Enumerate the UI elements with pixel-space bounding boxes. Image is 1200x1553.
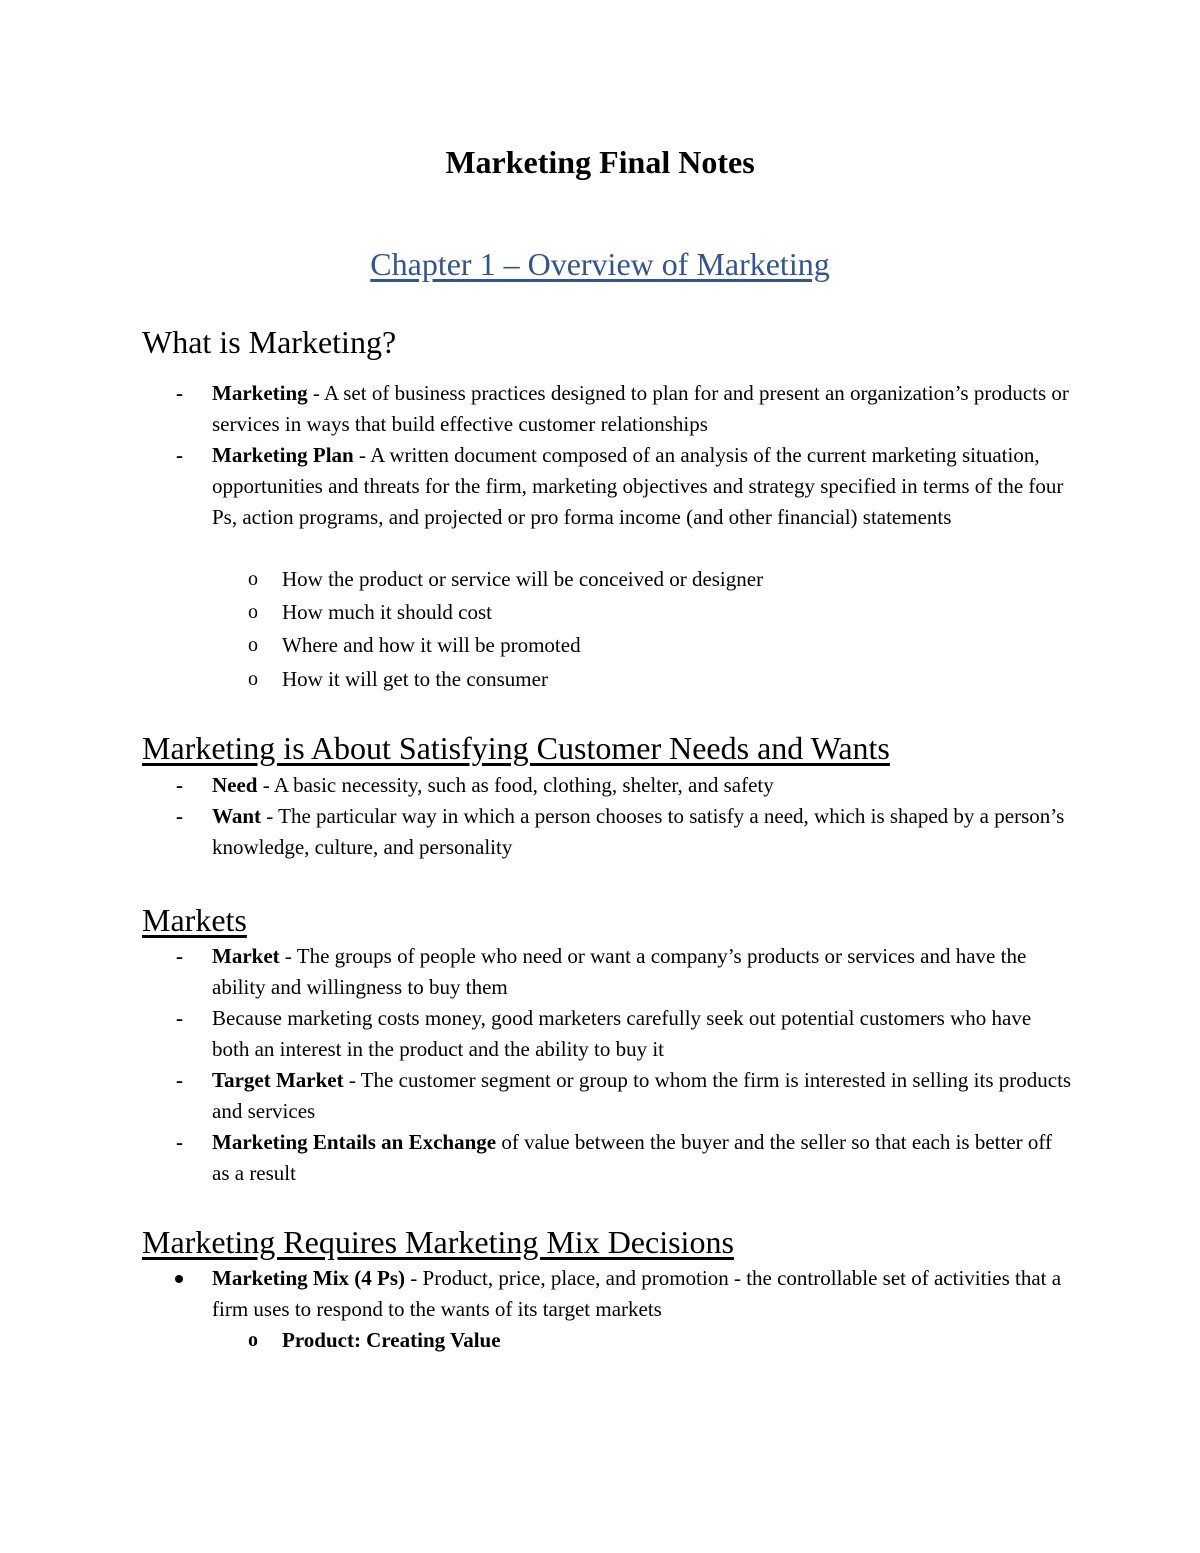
circle-marker: o — [248, 1329, 258, 1351]
circle-marker: o — [248, 601, 258, 623]
list-item — [142, 1127, 1072, 1189]
term: Marketing Plan — [212, 443, 354, 467]
document-title: Marketing Final Notes — [445, 144, 755, 180]
dash-marker: - — [176, 443, 183, 467]
bullet-dot-icon — [175, 1275, 183, 1283]
dash-marker: - — [176, 804, 183, 828]
dash-marker: - — [176, 381, 183, 405]
list-item — [142, 440, 1072, 533]
term: Market — [212, 944, 280, 968]
term: Marketing Mix (4 Ps) — [212, 1266, 406, 1290]
dash-marker: - — [176, 1006, 183, 1030]
term: Need — [212, 773, 258, 797]
section-heading-markets: Markets — [142, 902, 247, 938]
section-heading-what-is-marketing: What is Marketing? — [142, 324, 397, 360]
definition: of value between the buyer and the seller so that each is better off as a result — [212, 1130, 1053, 1185]
term: Target Market — [212, 1068, 344, 1092]
sub-list-item — [142, 664, 1072, 695]
list-item — [142, 1003, 1072, 1065]
term: Want — [212, 804, 262, 828]
list-item — [142, 770, 1072, 801]
sub-item-text: Where and how it will be promoted — [282, 633, 581, 657]
definition: - The particular way in which a person chooses to satisfy a need, which is shaped by a person’s knowledge, culture, and personality — [212, 804, 1065, 859]
section-heading-needs-wants: Marketing is About Satisfying Customer Needs and Wants — [142, 730, 890, 766]
term: Marketing — [212, 381, 308, 405]
definition: - A basic necessity, such as food, clothing, shelter, and safety — [257, 773, 774, 797]
term: Product: Creating Value — [282, 1328, 501, 1352]
sub-item-text: How it will get to the consumer — [282, 667, 548, 691]
sub-list-item — [142, 564, 1072, 595]
dash-marker: - — [176, 773, 183, 797]
definition: - A written document composed of an analysis of the current marketing situation, opportunities and threats for the firm, marketing objectives and strategy specified in terms of the four Ps, action programs, and projected or pro forma income (and other financial) statements — [212, 443, 1064, 529]
chapter-heading[interactable]: Chapter 1 – Overview of Marketing — [370, 246, 830, 282]
definition: Because marketing costs money, good marketers carefully seek out potential customers who have both an interest in the product and the ability to buy it — [212, 1006, 1032, 1061]
sub-item-text: How the product or service will be conceived or designer — [282, 567, 764, 591]
sub-item-text: How much it should cost — [282, 600, 492, 624]
sub-list-item — [142, 1325, 1072, 1356]
list-item — [142, 378, 1072, 440]
circle-marker: o — [248, 668, 258, 690]
list-item — [142, 1263, 1072, 1325]
definition: - A set of business practices designed to plan for and present an organization’s products or services in ways that build effective customer relationships — [212, 381, 1069, 436]
section-heading-marketing-mix: Marketing Requires Marketing Mix Decisions — [142, 1224, 734, 1260]
dash-marker: - — [176, 1130, 183, 1154]
definition: - Product, price, place, and promotion - the controllable set of activities that a firm uses to respond to the wants of its target markets — [212, 1266, 1062, 1321]
definition: - The groups of people who need or want a company’s products or services and have the ability and willingness to buy them — [212, 944, 1027, 999]
list-item — [142, 1065, 1072, 1127]
sub-list-item — [142, 630, 1072, 661]
list-item — [142, 801, 1072, 863]
circle-marker: o — [248, 568, 258, 590]
definition: - The customer segment or group to whom the firm is interested in selling its products and services — [212, 1068, 1072, 1123]
circle-marker: o — [248, 634, 258, 656]
term: Marketing Entails an Exchange — [212, 1130, 497, 1154]
sub-list-item — [142, 597, 1072, 628]
dash-marker: - — [176, 944, 183, 968]
list-item — [142, 941, 1072, 1003]
dash-marker: - — [176, 1068, 183, 1092]
